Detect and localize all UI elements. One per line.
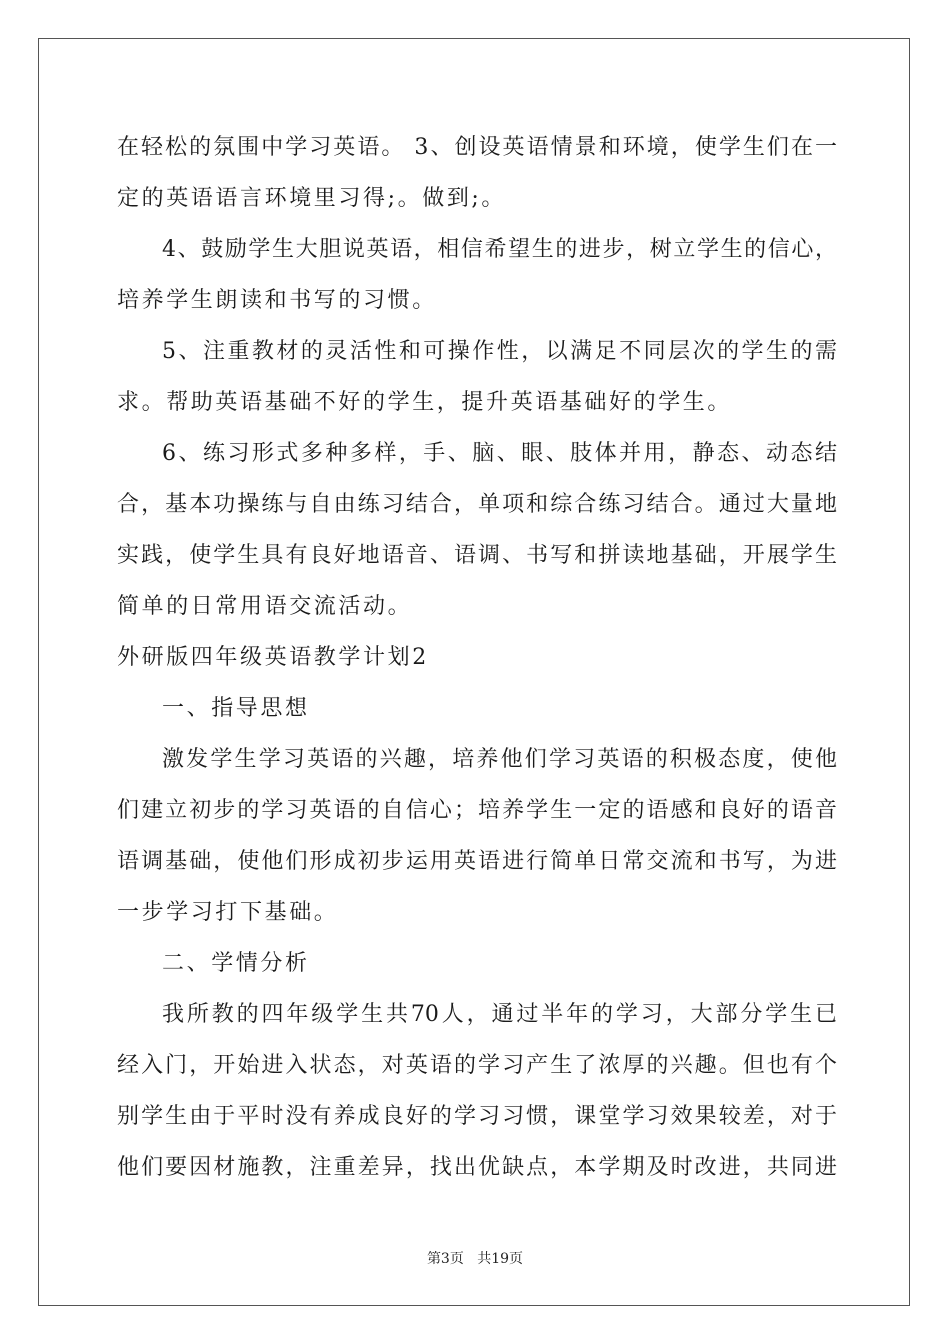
paragraph-line: 语调基础，使他们形成初步运用英语进行简单日常交流和书写，为进 bbox=[117, 849, 837, 874]
paragraph-line: 5、注重教材的灵活性和可操作性，以满足不同层次的学生的需 bbox=[162, 339, 837, 364]
paragraph-line: 一步学习打下基础。 bbox=[117, 900, 339, 925]
paragraph-line: 培养学生朗读和书写的习惯。 bbox=[117, 288, 437, 313]
document-body bbox=[117, 122, 837, 1193]
heading-learning-analysis: 二、学情分析 bbox=[162, 951, 310, 976]
paragraph-line: 4、鼓励学生大胆说英语，相信希望生的进步，树立学生的信心， bbox=[162, 237, 837, 262]
paragraph-line: 他们要因材施教，注重差异，找出优缺点，本学期及时改进，共同进 bbox=[117, 1155, 837, 1180]
paragraph-line: 在轻松的氛围中学习英语。 3、创设英语情景和环境，使学生们在一 bbox=[117, 135, 837, 160]
paragraph-line: 定的英语语言环境里习得;。做到;。 bbox=[117, 186, 507, 211]
paragraph-line: 6、练习形式多种多样，手、脑、眼、肢体并用，静态、动态结 bbox=[162, 441, 837, 466]
paragraph-line: 激发学生学习英语的兴趣，培养他们学习英语的积极态度，使他 bbox=[162, 747, 837, 772]
paragraph-line: 求。帮助英语基础不好的学生，提升英语基础好的学生。 bbox=[117, 390, 733, 415]
paragraph-line: 简单的日常用语交流活动。 bbox=[117, 594, 413, 619]
paragraph-line: 合，基本功操练与自由练习结合，单项和综合练习结合。通过大量地 bbox=[117, 492, 837, 517]
heading-guiding-thought: 一、指导思想 bbox=[162, 696, 310, 721]
paragraph-line: 别学生由于平时没有养成良好的学习习惯，课堂学习效果较差，对于 bbox=[117, 1104, 837, 1129]
paragraph-line: 们建立初步的学习英语的自信心；培养学生一定的语感和良好的语音 bbox=[117, 798, 837, 823]
paragraph-line: 实践，使学生具有良好地语音、语调、书写和拼读地基础，开展学生 bbox=[117, 543, 837, 568]
paragraph-line: 经入门，开始进入状态，对英语的学习产生了浓厚的兴趣。但也有个 bbox=[117, 1053, 837, 1078]
page-footer bbox=[0, 1248, 950, 1268]
page-total: 共19页 bbox=[477, 1251, 524, 1267]
section-title: 外研版四年级英语教学计划2 bbox=[117, 645, 429, 670]
paragraph-line: 我所教的四年级学生共70人，通过半年的学习，大部分学生已 bbox=[162, 1002, 837, 1027]
page-number: 第3页 bbox=[426, 1251, 464, 1267]
